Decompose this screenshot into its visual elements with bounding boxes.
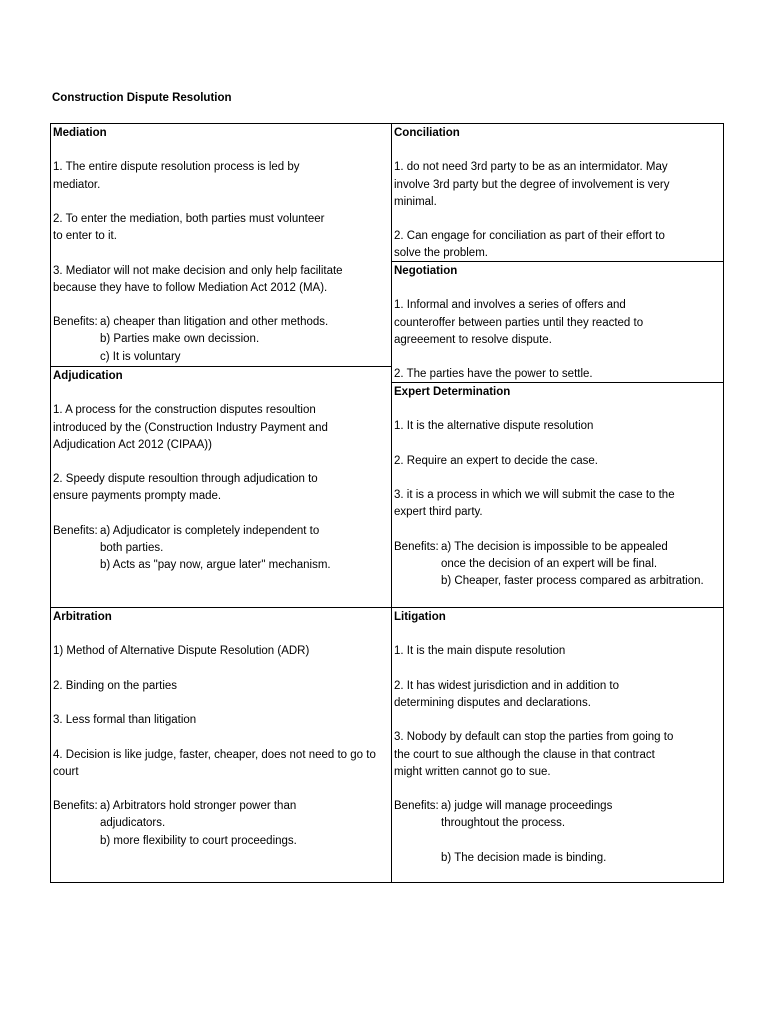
benefit-row [53,540,388,557]
mediation-point [53,159,388,193]
expert-determination-point [394,453,720,470]
benefits-indent [394,815,441,832]
benefits-indent [53,833,100,850]
benefits-label: Benefits: [394,800,439,813]
benefit-row [53,815,388,832]
point-line: involve 3rd party but the degree of involvement is very [394,178,670,191]
benefits-indent [53,815,100,832]
benefit-row [53,314,388,331]
point-line: solve the problem. [394,247,488,260]
benefit-row [53,557,388,574]
expert-determination-point [394,487,720,521]
benefit-row [53,523,388,540]
benefit-item: b) Cheaper, faster process compared as arbitration. [441,575,704,588]
conciliation-point [394,159,720,211]
point-line: 2. To enter the mediation, both parties must volunteer [53,212,325,225]
mediation-benefits [53,314,388,366]
spacer [53,454,388,471]
benefits-label: Benefits: [53,524,98,537]
section-title: Conciliation [394,127,460,139]
benefit-item: c) It is voluntary [100,350,181,363]
point-line: 1. It is the main dispute resolution [394,645,566,658]
spacer [53,626,388,643]
benefits-label: Benefits: [53,800,98,813]
benefit-item: b) Parties make own decission. [100,333,260,346]
litigation-point [394,678,720,712]
expert-determination-benefits [394,539,720,591]
point-line: court [53,765,79,778]
section-mediation [50,123,392,367]
point-line: 1) Method of Alternative Dispute Resolution (ADR) [53,645,310,658]
benefit-item: a) Adjudicator is completely independent to [100,524,320,537]
benefit-item: a) Arbitrators hold stronger power than [100,800,297,813]
spacer [53,729,388,746]
spacer [53,506,388,523]
section-title: Negotiation [394,265,458,277]
section-title: Litigation [394,611,446,623]
point-line: 1. Informal and involves a series of offers and [394,299,626,312]
conciliation-point [394,228,720,262]
point-line: mediator. [53,178,101,191]
point-line: 3. it is a process in which we will submit the case to the [394,489,675,502]
litigation-point [394,729,720,781]
arbitration-point [53,747,388,781]
point-line: 2. Require an expert to decide the case. [394,454,598,467]
spacer [394,522,720,539]
point-line: 2. Can engage for conciliation as part of their effort to [394,230,665,243]
benefit-row [394,556,720,573]
document-title: Construction Dispute Resolution [52,92,232,104]
point-line: minimal. [394,195,437,208]
spacer [394,349,720,366]
benefit-row [53,833,388,850]
point-line: 4. Decision is like judge, faster, cheaper, does not need to go to [53,748,376,761]
point-line: expert third party. [394,506,483,519]
spacer [394,781,720,798]
benefit-row [394,850,720,867]
expert-determination-point [394,418,720,435]
arbitration-point [53,678,388,695]
benefits-indent [53,540,100,557]
point-line: 3. Nobody by default can stop the parties from going to [394,731,674,744]
benefits-label: Benefits: [394,540,439,553]
spacer [394,436,720,453]
spacer [53,194,388,211]
benefit-item: a) The decision is impossible to be appealed [441,540,668,553]
point-line: the court to sue although the clause in that contract [394,748,655,761]
benefit-row [394,798,720,815]
point-line: 1. A process for the construction disputes resoultion [53,404,316,417]
point-line: counteroffer between parties until they reacted to [394,316,644,329]
benefit-row [394,573,720,590]
benefit-row [53,798,388,815]
benefits-indent [53,331,100,348]
benefit-row [394,815,720,832]
point-line: 1. do not need 3rd party to be as an intermidator. May [394,161,668,174]
benefit-item: a) cheaper than litigation and other methods. [100,316,329,329]
spacer [53,781,388,798]
section-conciliation [391,123,724,262]
section-title: Arbitration [53,611,112,623]
benefits-indent [53,349,100,366]
point-line: 2. Binding on the parties [53,679,178,692]
point-line: 2. It has widest jurisdiction and in addition to [394,679,620,692]
section-adjudication [50,366,392,608]
benefit-item: both parties. [100,541,164,554]
spacer [394,470,720,487]
spacer [394,401,720,418]
section-arbitration [50,607,392,883]
spacer [53,385,388,402]
benefits-indent [394,573,441,590]
litigation-point [394,643,720,660]
point-line: introduced by the (Construction Industry Payment and [53,421,328,434]
arbitration-point [53,712,388,729]
benefits-indent [394,850,441,867]
benefit-row [53,331,388,348]
point-line: 2. Speedy dispute resoultion through adjudication to [53,473,318,486]
spacer [53,297,388,314]
spacer [53,695,388,712]
point-line: 3. Mediator will not make decision and only help facilitate [53,264,343,277]
benefit-item: b) Acts as "pay now, argue later" mechanism. [100,559,331,572]
point-line: because they have to follow Mediation Act 2012 (MA). [53,281,328,294]
section-expert-determination [391,382,724,608]
section-title: Mediation [53,127,107,139]
point-line: to enter to it. [53,230,117,243]
benefits-indent [53,557,100,574]
benefit-item: b) more flexibility to court proceedings. [100,834,297,847]
point-line: 1. It is the alternative dispute resolution [394,420,594,433]
point-line: ensure payments prompty made. [53,490,222,503]
point-line: Adjudication Act 2012 (CIPAA)) [53,438,212,451]
adjudication-benefits [53,523,388,575]
negotiation-point [394,297,720,349]
benefit-item: adjudicators. [100,817,166,830]
adjudication-point [53,402,388,454]
adjudication-point [53,471,388,505]
spacer [394,626,720,643]
mediation-point [53,211,388,245]
benefit-item: a) judge will manage proceedings [441,800,613,813]
benefit-row [394,833,720,850]
point-line: determining disputes and declarations. [394,696,591,709]
arbitration-point [53,643,388,660]
litigation-benefits [394,798,720,867]
section-litigation [391,607,724,883]
point-line: 3. Less formal than litigation [53,714,197,727]
benefits-indent [394,556,441,573]
benefit-row [394,539,720,556]
benefit-row [53,349,388,366]
benefit-item: throughtout the process. [441,817,566,830]
negotiation-point [394,366,720,383]
benefits-label: Benefits: [53,316,98,329]
spacer [53,245,388,262]
point-line: 2. The parties have the power to settle. [394,368,593,381]
benefits-indent [394,833,441,850]
section-negotiation [391,261,724,383]
point-line: might written cannot go to sue. [394,765,551,778]
spacer [394,142,720,159]
benefit-item: b) The decision made is binding. [441,851,607,864]
section-title: Adjudication [53,370,123,382]
section-title: Expert Determination [394,386,511,398]
spacer [53,661,388,678]
arbitration-benefits [53,798,388,850]
spacer [53,142,388,159]
benefit-item [441,833,720,850]
spacer [394,712,720,729]
point-line: agreeement to resolve dispute. [394,333,552,346]
spacer [394,280,720,297]
spacer [394,661,720,678]
spacer [394,211,720,228]
mediation-point [53,263,388,297]
point-line: 1. The entire dispute resolution process is led by [53,161,300,174]
benefit-item: once the decision of an expert will be final. [441,557,658,570]
